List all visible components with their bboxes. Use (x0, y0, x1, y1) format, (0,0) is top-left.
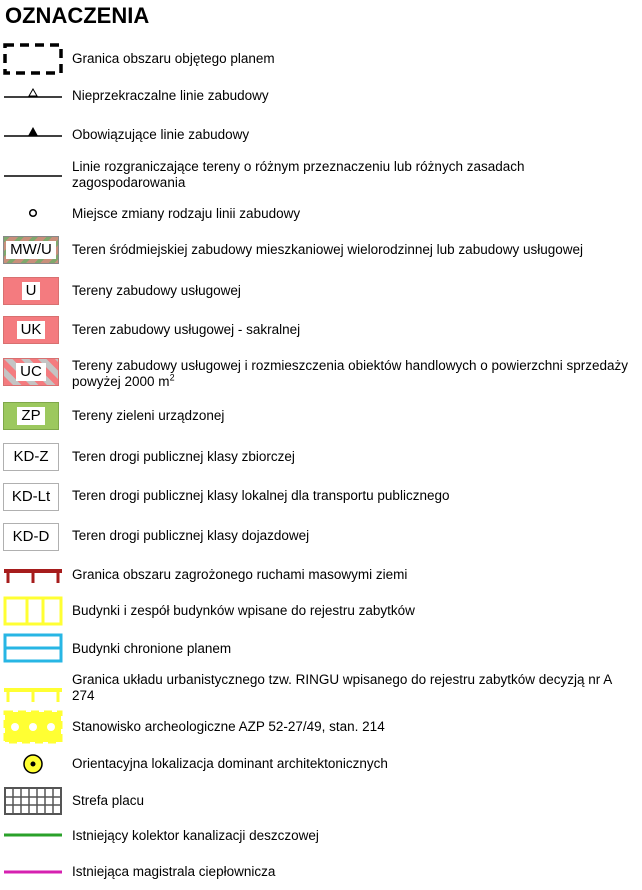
uk-swatch (3, 316, 59, 344)
swatch-code: MW/U (6, 241, 56, 259)
swatch-code: UK (17, 321, 46, 339)
swatch-code: ZP (17, 407, 44, 425)
legend-label (72, 358, 630, 390)
solid-line-symbol (3, 174, 61, 178)
legend-label: Granica obszaru zagrożonego ruchami masowymi ziemi (72, 567, 408, 582)
legend-label: Budynki chronione planem (72, 641, 232, 656)
legend-label: Istniejąca magistrala ciepłownicza (72, 864, 276, 879)
registered-buildings-symbol (3, 596, 61, 626)
legend-label: Teren drogi publicznej klasy dojazdowej (72, 528, 310, 543)
legend-label-superscript: 2 (169, 372, 175, 383)
green-line-symbol (3, 832, 61, 838)
legend-label: Tereny zabudowy usługowej (72, 283, 241, 298)
swatch-code: KD-D (12, 528, 50, 545)
dashed-boundary-symbol (3, 43, 61, 75)
legend-label: Teren drogi publicznej klasy lokalnej dla transportu publicznego (72, 488, 450, 503)
legend-label: Granica obszaru objętego planem (72, 51, 275, 66)
legend-label: Teren zabudowy usługowej - sakralnej (72, 322, 301, 337)
legend-label: Tereny zieleni urządzonej (72, 408, 225, 423)
line-filled-triangle-symbol (3, 125, 61, 141)
swatch-code: KD-Lt (11, 488, 51, 505)
legend-label: Strefa placu (72, 793, 145, 808)
square-zone-grid-symbol (3, 786, 61, 816)
zp-swatch (3, 402, 59, 430)
legend-label: Obowiązujące linie zabudowy (72, 127, 250, 142)
kd-d-swatch (3, 523, 59, 551)
legend-label: Stanowisko archeologiczne AZP 52-27/49, stan. 214 (72, 719, 385, 734)
ring-boundary-symbol (3, 685, 61, 705)
line-open-triangle-symbol (3, 86, 61, 102)
legend-label: Linie rozgraniczające tereny o różnym przeznaczeniu lub różnych zasadach zagospodarowania (72, 159, 525, 190)
legend-label: Granica układu urbanistycznego tzw. RINGU wpisanego do rejestru zabytków decyzją nr A 274 (72, 672, 612, 703)
legend-label: Teren śródmiejskiej zabudowy mieszkaniowej wielorodzinnej lub zabudowy usługowej (72, 242, 584, 257)
landslide-boundary-symbol (3, 566, 61, 586)
legend-label: Teren drogi publicznej klasy zbiorczej (72, 449, 295, 464)
small-circle-symbol (3, 205, 61, 221)
kd-z-swatch (3, 443, 59, 471)
mwu-swatch (3, 236, 59, 264)
dominant-marker-icon (3, 752, 61, 776)
uc-swatch (3, 358, 59, 386)
legend-label: Miejsce zmiany rodzaju linii zabudowy (72, 206, 301, 221)
legend-label: Orientacyjna lokalizacja dominant architektonicznych (72, 756, 388, 771)
legend-label: Budynki i zespół budynków wpisane do rejestru zabytków (72, 603, 415, 618)
legend-label: Nieprzekraczalne linie zabudowy (72, 88, 269, 103)
archaeological-site-symbol (3, 710, 61, 744)
u-swatch (3, 277, 59, 305)
legend-label: Istniejący kolektor kanalizacji deszczowej (72, 828, 319, 843)
swatch-code: KD-Z (13, 448, 49, 465)
legend-label-text: Tereny zabudowy usługowej i rozmieszczenia obiektów handlowych o powierzchni sprzedaży powyżej 2000 m (72, 358, 629, 389)
legend-title: OZNACZENIA (5, 3, 150, 28)
magenta-line-symbol (3, 869, 61, 875)
kd-lt-swatch (3, 483, 59, 511)
swatch-code: U (22, 282, 41, 300)
swatch-code: UC (16, 363, 46, 381)
protected-buildings-symbol (3, 633, 61, 663)
